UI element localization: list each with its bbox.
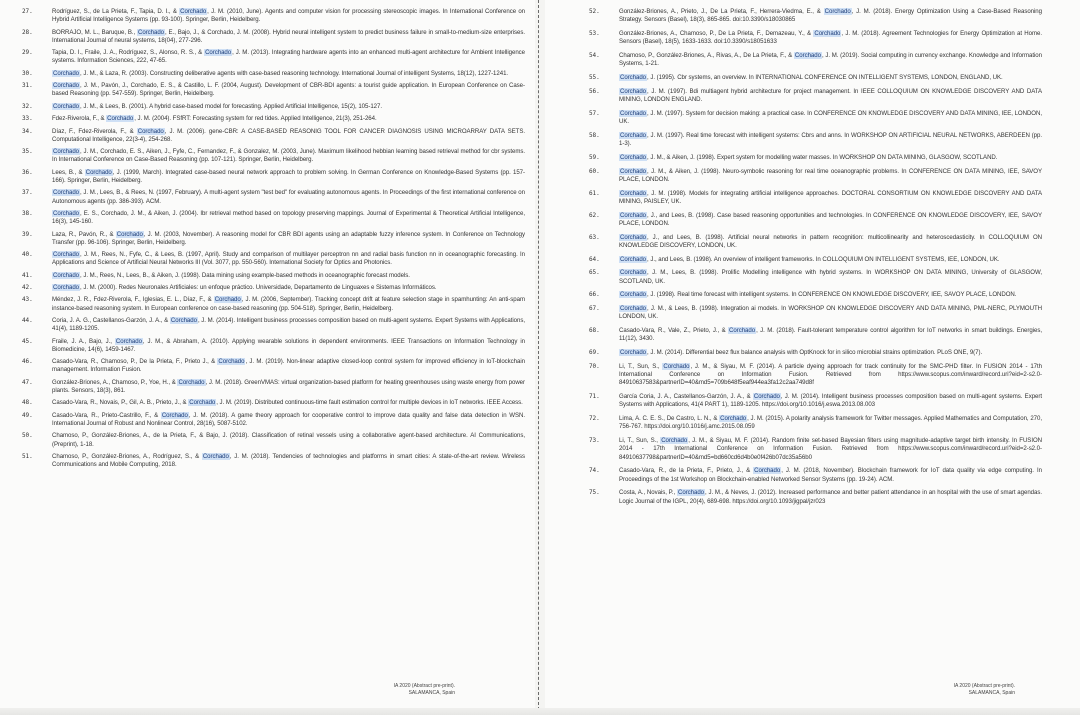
- reference-number: 50.: [22, 432, 33, 440]
- reference-text: [52, 169, 525, 185]
- reference-item: [22, 358, 525, 374]
- highlighted-search-term: Corchado: [620, 131, 647, 139]
- reference-text: [619, 256, 1042, 264]
- reference-item: [22, 70, 525, 78]
- reference-number: 40.: [22, 251, 33, 259]
- page-footer-left: [340, 683, 455, 696]
- reference-number: 69.: [589, 349, 600, 357]
- highlighted-search-term: Corchado: [115, 337, 142, 345]
- reference-item: [22, 148, 525, 164]
- reference-text-rest: , J., and Lees, B. (1998). Case based reasoning opportunities and technologies. In CONFERENCE ON KNOWLEDGE DISCOVERY, IEE, SAVOY PLACE, LONDON.: [619, 211, 1042, 227]
- reference-text-rest: , J. M. (2018). GreenVMAS: virtual organization-based platform for heating greenhouses using waste energy from power plants. Sensors, 18(3), 861.: [52, 378, 525, 395]
- highlighted-search-term: Corchado: [620, 109, 647, 117]
- reference-number: 59.: [589, 153, 600, 161]
- reference-item: [589, 291, 1042, 299]
- reference-text: [619, 349, 1042, 357]
- reference-text-lead: Casado-Vara, R., de la Prieta, F., Prieto, J., &: [619, 467, 754, 475]
- reference-item: [589, 110, 1042, 126]
- highlighted-search-term: Corchado: [137, 127, 164, 135]
- reference-text-rest: , J. M., & Abraham, A. (2010). Applying wearable solutions in dependent environments. IEEE Transactions on Information Technology in Biomedicine, 14(6), 1459-1467.: [52, 337, 525, 353]
- reference-text: [619, 467, 1042, 483]
- highlighted-search-term: Corchado: [116, 230, 143, 238]
- reference-text: [52, 251, 525, 267]
- reference-number: 70.: [589, 362, 600, 370]
- highlighted-search-term: Corchado: [53, 284, 80, 292]
- reference-item: [589, 363, 1042, 388]
- reference-item: [589, 393, 1042, 409]
- reference-number: 28.: [22, 28, 33, 36]
- highlighted-search-term: Corchado: [85, 168, 112, 176]
- reference-text: [52, 358, 525, 374]
- highlighted-search-term: Corchado: [814, 30, 841, 37]
- reference-text-rest: , J. M. (2019). Non-linear adaptive closed-loop control system for improved efficiency in IoT-blockchain management. Information Fusion.: [52, 358, 525, 374]
- page-bottom-edge: [0, 708, 1080, 715]
- reference-text: [52, 70, 525, 78]
- reference-text-lead: González-Briones, A., Prieto, J., De La Prieta, F., Herrera-Viedma, E., &: [619, 8, 824, 15]
- reference-item: [22, 128, 525, 144]
- highlighted-search-term: Corchado: [53, 271, 80, 279]
- reference-text: [619, 88, 1042, 104]
- reference-text-rest: , J. M., & Aiken, J. (1998). Neuro-symbolic reasoning for real time oceanographic problems. In CONFERENCE ON DATA MINING, IEE, SAVOY PLACE, LONDON.: [619, 167, 1042, 183]
- reference-number: 63.: [589, 233, 600, 241]
- reference-text: [52, 432, 525, 448]
- reference-item: [22, 317, 525, 333]
- reference-item: [589, 212, 1042, 228]
- reference-number: 30.: [22, 69, 33, 77]
- highlighted-search-term: Corchado: [620, 349, 647, 357]
- reference-text-rest: , J. M. (2018). Energy Optimization Using a Case-Based Reasoning Strategy. Sensors (Basel), 18(3), 865-865. doi:10.3390/s18030865: [619, 8, 1042, 24]
- highlighted-search-term: Corchado: [620, 153, 647, 161]
- reference-item: [22, 296, 525, 312]
- reference-text-rest: , J. M. (1997). System for decision making: a practical case. In CONFERENCE ON KNOWLEDGE DISCOVERY AND DATA MINING, IEE, LONDON, UK.: [619, 109, 1042, 125]
- reference-number: 67.: [589, 305, 600, 313]
- reference-text-rest: , J. M. (1997). Bdi multiagent hybrid architecture for project management. In IEEE COLLOQUIUM ON KNOWLEDGE DISCOVERY AND DATA MINING, LONDON ENGLAND.: [619, 87, 1042, 103]
- reference-item: [22, 284, 525, 292]
- footer-line-2: SALAMANCA, Spain: [408, 689, 455, 696]
- reference-number: 31.: [22, 82, 33, 90]
- reference-text-lead: Chamoso, P., González-Briones, A., Rodríguez, S., &: [52, 453, 202, 461]
- reference-number: 62.: [589, 211, 600, 219]
- reference-number: 29.: [22, 49, 33, 57]
- reference-text-rest: , J. M., & Siyau, M. F. (2014). A particle dyeing approach for track continuity for the SMC-PHD filter. In FUSION 2014 - 17th International Conference on Information Fusion. Retrieved from https://www.scopus.com/inward/record.uri?eid=2-s2.0-84910637583&partnerID=40&md5=709b648f5eaf944ea3fa12c2aa749d8f: [619, 362, 1042, 387]
- reference-item: [589, 467, 1042, 483]
- reference-text-lead: Casado-Vara, R., Vale, Z., Prieto, J., &: [619, 327, 729, 335]
- highlighted-search-term: Corchado: [620, 255, 647, 263]
- reference-item: [22, 29, 525, 45]
- reference-text-lead: Li, T., Sun, S.,: [619, 437, 661, 445]
- reference-text-lead: Coria, J. A. G., Castellanos-Garzón, J. A., &: [52, 317, 170, 325]
- reference-text-rest: , J. M. (2014). Intelligent business processes composition based on multi-agent systems. Expert Systems with Applications, 41(4 PART 1), 1189-1205. https://doi.org/10.1016/j.eswa.2013.08.003: [619, 393, 1042, 409]
- reference-number: 58.: [589, 131, 600, 139]
- reference-text: [52, 115, 525, 123]
- reference-text-lead: Méndez, J. R., Fdez-Riverola, F., Iglesias, E. L., Díaz, F., &: [52, 296, 214, 304]
- reference-text: [52, 29, 525, 45]
- highlighted-search-term: Corchado: [729, 327, 756, 335]
- highlighted-search-term: Corchado: [754, 467, 781, 475]
- reference-text-lead: García Coria, J. A., Castellanos-Garzón, J. A., &: [619, 393, 753, 401]
- reference-text: [52, 296, 525, 312]
- reference-text: [619, 8, 1042, 24]
- reference-text-rest: , J. M., Rees, N., Lees, B., & Aiken, J. (1998). Data mining using example-based methods in oceanographic forecast models.: [80, 271, 410, 279]
- highlighted-search-term: Corchado: [53, 148, 80, 156]
- reference-item: [589, 234, 1042, 250]
- reference-text: [619, 363, 1042, 388]
- reference-text-rest: , J. M. (2004). FSfRT: Forecasting system for red tides. Applied Intelligence, 21(3), 251-264.: [134, 115, 377, 123]
- reference-text: [619, 437, 1042, 462]
- highlighted-search-term: Corchado: [53, 209, 80, 217]
- reference-text-rest: , J. M. (2018, November). Blockchain framework for IoT data quality via edge computing. In Proceedings of the 1st Workshop on Blockchain-enabled Networked Sensor Systems (pp. 19-24). ACM.: [619, 467, 1042, 483]
- reference-text-lead: González-Briones, A., Chamoso, P., Yoe, H., &: [52, 378, 178, 386]
- reference-item: [589, 327, 1042, 343]
- reference-text-rest: , J. (1995). Cbr systems, an overview. In INTERNATIONAL CONFERENCE ON INTELLIGENT SYSTEMS, LONDON, ENGLAND, UK.: [647, 74, 1003, 81]
- reference-item: [22, 82, 525, 98]
- highlighted-search-term: Corchado: [214, 296, 241, 304]
- reference-item: [22, 169, 525, 185]
- reference-item: [589, 305, 1042, 321]
- reference-item: [22, 251, 525, 267]
- reference-item: [22, 115, 525, 123]
- reference-number: 51.: [22, 453, 33, 461]
- reference-item: [589, 52, 1042, 68]
- reference-text-lead: Laza, R., Pavón, R., &: [52, 230, 116, 238]
- reference-list-left: [22, 8, 525, 469]
- reference-number: 44.: [22, 317, 33, 325]
- reference-number: 36.: [22, 168, 33, 176]
- highlighted-search-term: Corchado: [178, 378, 205, 386]
- reference-text-rest: , J. M., Lees, B. (1998). Prolific Modelling intelligence with hybrid systems. In WORKSHOP ON DATA MINING, University of GLASGOW, SCOTLAND, UK.: [619, 269, 1042, 285]
- reference-text-lead: Díaz, F., Fdez-Riverola, F., &: [52, 127, 137, 135]
- reference-text: [619, 234, 1042, 250]
- reference-text-lead: Fdez-Riverola, F., &: [52, 115, 107, 123]
- reference-text-lead: Casado-Vara, R., Novais, P., Gil, A. B., Prieto, J., &: [52, 399, 189, 407]
- reference-number: 42.: [22, 284, 33, 292]
- highlighted-search-term: Corchado: [720, 415, 747, 423]
- reference-item: [589, 154, 1042, 162]
- reference-number: 49.: [22, 411, 33, 419]
- reference-item: [22, 49, 525, 65]
- reference-item: [22, 231, 525, 247]
- reference-item: [22, 189, 525, 205]
- reference-text-lead: Chamoso, P., González-Briones, A., de la Prieta, F., & Bajo, J. (2018). Classification of retinal vessels using a collaborative agent-based architecture. AI Communications, (Preprint), 1-18.: [52, 432, 525, 448]
- reference-text: [52, 8, 525, 24]
- page-footer-right: [900, 683, 1015, 696]
- reference-number: 38.: [22, 209, 33, 217]
- reference-item: [589, 30, 1042, 46]
- reference-number: 60.: [589, 167, 600, 175]
- reference-number: 57.: [589, 109, 600, 117]
- reference-item: [22, 453, 525, 469]
- reference-text-lead: BORRAJO, M. L., Baruque, B.,: [52, 28, 137, 36]
- reference-text-lead: González-Briones, A., Chamoso, P., De La Prieta, F., Demazeau, Y., &: [619, 30, 814, 37]
- reference-text: [619, 327, 1042, 343]
- reference-text: [52, 317, 525, 333]
- reference-number: 68.: [589, 327, 600, 335]
- reference-text: [619, 74, 1042, 82]
- reference-text-rest: , J. M. (2018). A game theory approach for cooperative control to improve data quality and false data detection in WSN. International Journal of Robust and Nonlinear Control, 28(16), 5087-5102.: [52, 411, 525, 428]
- reference-text-rest: , J. M. (2018). Agreement Technologies for Energy Optimization at Home. Sensors (Basel), 18(5), 1633-1633. doi:10.3390/s18051633: [619, 30, 1042, 46]
- highlighted-search-term: Corchado: [170, 317, 197, 325]
- right-page: [545, 0, 1080, 715]
- reference-text: [619, 132, 1042, 148]
- reference-text-rest: , J. M. (2015). A polarity analysis framework for Twitter messages. Applied Mathematics and Computation, 270, 756-767. https://doi.org/10.1016/j.amc.2015.08.059: [619, 415, 1042, 431]
- reference-text-rest: , J. M., & Neves, J. (2012). Increased performance and better patient attendance in an hospital with the use of smart agendas. Logic Journal of the IGPL, 20(4), 689-698. https://doi.org/10.1093/jigpal/jzr023: [619, 489, 1042, 505]
- reference-item: [22, 8, 525, 24]
- highlighted-search-term: Corchado: [663, 362, 690, 370]
- highlighted-search-term: Corchado: [202, 453, 229, 461]
- reference-text: [52, 210, 525, 226]
- reference-number: 72.: [589, 415, 600, 423]
- reference-text: [619, 291, 1042, 299]
- reference-item: [589, 74, 1042, 82]
- footer-line-1: IA 2020 (Abstract pre-print).: [393, 683, 455, 689]
- reference-number: 35.: [22, 148, 33, 156]
- reference-text: [52, 82, 525, 98]
- reference-text-rest: , J. M., & Lees, B. (2001). A hybrid case-based model for forecasting. Applied Artificial Intelligence, 15(2), 105-127.: [80, 102, 382, 110]
- highlighted-search-term: Corchado: [218, 358, 245, 366]
- reference-list-right: [589, 8, 1042, 506]
- reference-text: [52, 412, 525, 428]
- reference-number: 47.: [22, 378, 33, 386]
- reference-item: [22, 432, 525, 448]
- highlighted-search-term: Corchado: [189, 399, 216, 407]
- reference-item: [589, 190, 1042, 206]
- reference-text-rest: , J. M. (1998). Models for integrating artificial intelligence approaches. DOCTORAL CONSORTIUM ON KNOWLEDGE DISCOVERY AND DATA MINING, PAISLEY, UK.: [619, 189, 1042, 205]
- reference-text: [619, 52, 1042, 68]
- highlighted-search-term: Corchado: [620, 87, 647, 95]
- reference-text: [52, 189, 525, 205]
- reference-text-rest: , J., and Lees, B. (1998). An overview of intelligent frameworks. In COLLOQUIUM ON INTELLIGENT SYSTEMS, IEE, LONDON, UK.: [647, 255, 1000, 263]
- reference-text-lead: Rodríguez, S., de La Prieta, F., Tapia, D. I., &: [52, 8, 180, 15]
- reference-item: [589, 269, 1042, 285]
- reference-item: [22, 338, 525, 354]
- reference-text-lead: Fraile, J. A., Bajo, J.,: [52, 337, 115, 345]
- reference-text-rest: , J., and Lees, B. (1998). Artificial neural networks in pattern recognition: multicollinearity and heteroscedasticity. In COLLOQUIUM ON KNOWLEDGE DISCOVERY, LONDON, UK.: [619, 233, 1042, 249]
- left-page: [0, 0, 535, 715]
- reference-text-lead: Li, T., Sun, S.,: [619, 362, 663, 370]
- highlighted-search-term: Corchado: [205, 49, 232, 57]
- footer-line-2: SALAMANCA, Spain: [968, 689, 1015, 696]
- reference-text-rest: , J. M., Rees, N., Fyfe, C., & Lees, B. (1997, April). Study and comparison of multilayer perceptron nn and radial basis function nn in oceanographic forecasting. In Applications and Science of Artificial Neural Networks III (Vol. 3077, pp. 550-560). International Society for Optics and Photonics.: [52, 251, 525, 267]
- highlighted-search-term: Corchado: [161, 411, 188, 419]
- reference-text: [52, 148, 525, 164]
- reference-text-rest: , J. (1998). Real time forecast with intelligent systems. In CONFERENCE ON KNOWLEDGE DISCOVERY, IEE, SAVOY PLACE, LONDON.: [647, 291, 1017, 299]
- reference-item: [589, 437, 1042, 462]
- reference-text-rest: , J. M., & Siyau, M. F. (2014). Random finite set-based Bayesian filters using magnitude-adaptive target birth intensity. In FUSION 2014 - 17th International Conference on Information Fusion. Retrieved from https://www.scopus.com/inward/record.uri?eid=2-s2.0-84910637798&partnerID=40&md5=bd660cd6d4b0e0f426b07dc35a56b0: [619, 437, 1042, 461]
- highlighted-search-term: Corchado: [180, 8, 207, 15]
- reference-number: 39.: [22, 230, 33, 238]
- reference-text: [52, 453, 525, 469]
- reference-item: [22, 272, 525, 280]
- highlighted-search-term: Corchado: [753, 393, 780, 401]
- reference-number: 61.: [589, 189, 600, 197]
- reference-number: 53.: [589, 30, 600, 37]
- highlighted-search-term: Corchado: [661, 437, 688, 445]
- highlighted-search-term: Corchado: [53, 189, 80, 197]
- reference-item: [589, 88, 1042, 104]
- reference-text: [619, 154, 1042, 162]
- reference-number: 27.: [22, 8, 33, 15]
- reference-item: [22, 412, 525, 428]
- reference-number: 56.: [589, 87, 600, 95]
- reference-item: [589, 489, 1042, 505]
- reference-text-rest: , J. M. (2019). Social computing in currency exchange. Knowledge and Information Systems, 1-21.: [619, 52, 1042, 68]
- reference-number: 45.: [22, 337, 33, 345]
- reference-text: [619, 110, 1042, 126]
- reference-text: [619, 393, 1042, 409]
- highlighted-search-term: Corchado: [53, 102, 80, 110]
- reference-text: [619, 168, 1042, 184]
- highlighted-search-term: Corchado: [794, 52, 821, 59]
- highlighted-search-term: Corchado: [138, 28, 165, 36]
- reference-text-rest: , J. M. (2003, November). A reasoning model for CBR BDI agents using an adaptable fuzzy inference system. In Conference on Technology Transfer (pp. 96-106). Springer, Berlin, Heidelberg.: [52, 230, 525, 246]
- reference-text: [619, 190, 1042, 206]
- highlighted-search-term: Corchado: [620, 167, 647, 175]
- reference-text: [619, 415, 1042, 431]
- highlighted-search-term: Corchado: [620, 305, 647, 313]
- reference-text: [619, 269, 1042, 285]
- reference-text: [619, 30, 1042, 46]
- reference-number: 64.: [589, 255, 600, 263]
- reference-number: 65.: [589, 269, 600, 277]
- reference-text: [52, 379, 525, 395]
- reference-item: [589, 132, 1042, 148]
- reference-text-rest: , E., Bajo, J., & Corchado, J. M. (2008). Hybrid neural intelligent system to predict business failure in small-to-medium-size enterprises. International Journal of neural systems, 18(04), 277-296.: [52, 28, 525, 44]
- reference-text-rest: , J. (1999, March). Integrated case-based neural network approach to problem solving. In German Conference on Knowledge-Based Systems (pp. 157-166). Springer, Berlin, Heidelberg.: [52, 168, 525, 184]
- highlighted-search-term: Corchado: [620, 211, 647, 219]
- reference-text-rest: , J. M. (2006, September). Tracking concept drift at feature selection stage in spamhunting: An anti-spam instance-based reasoning system. In European conference on case-based reasoning (pp. 504-518). Springer, Berlin, Heidelberg.: [52, 296, 525, 312]
- reference-text-rest: , J. M. (2010, June). Agents and computer vision for processing stereoscopic images. In International Conference on Hybrid Artificial Intelligence Systems (pp. 93-100). Springer, Berlin, Heidelberg.: [52, 8, 525, 24]
- highlighted-search-term: Corchado: [53, 251, 80, 259]
- reference-number: 54.: [589, 52, 600, 59]
- reference-text: [52, 284, 525, 292]
- reference-text-rest: , J. M. (2014). Intelligent business processes composition based on multi-agent systems. Expert Systems with Applications, 41(4), 1189-1205.: [52, 317, 525, 333]
- reference-text: [619, 305, 1042, 321]
- reference-text-rest: , E. S., Corchado, J. M., & Aiken, J. (2004). Ibr retrieval method based on topology preserving mappings. Journal of Experimental & Theoretical Artificial Intelligence, 16(3), 145-160.: [52, 209, 525, 226]
- reference-text-rest: , J. M., Corchado, E. S., Aiken, J., Fyfe, C., Fernandez, F., & Gonzalez, M. (2003, June). Maximum likelihood hebbian learning based retrieval method for cbr systems. In International Conference on Case-Based Reasoning (pp. 107-121). Springer, Berlin, Heidelberg.: [52, 148, 525, 164]
- reference-text-rest: , J. M. (2018). Fault-tolerant temperature control algorithm for IoT networks in smart buildings. Energies, 11(12), 3430.: [619, 327, 1043, 343]
- reference-number: 43.: [22, 296, 33, 304]
- reference-text: [52, 399, 525, 407]
- reference-text-lead: Casado-Vara, R., Prieto-Castrillo, F., &: [52, 411, 161, 419]
- reference-text: [52, 49, 525, 65]
- footer-line-1: IA 2020 (Abstract pre-print).: [953, 683, 1015, 689]
- reference-text-rest: , J. M. (2019). Distributed continuous-time fault estimation control for multiple devices in IoT networks. IEEE Access.: [216, 399, 523, 407]
- highlighted-search-term: Corchado: [824, 8, 851, 15]
- highlighted-search-term: Corchado: [107, 115, 134, 123]
- reference-number: 55.: [589, 74, 600, 81]
- reference-text: [52, 128, 525, 144]
- highlighted-search-term: Corchado: [620, 233, 647, 241]
- reference-number: 71.: [589, 393, 600, 401]
- reference-text-lead: Costa, A., Novais, P.,: [619, 489, 677, 497]
- reference-number: 75.: [589, 489, 600, 497]
- highlighted-search-term: Corchado: [620, 269, 647, 277]
- reference-text-lead: Chamoso, P., González-Briones, A., Rivas, A., De La Prieta, F., &: [619, 52, 794, 59]
- highlighted-search-term: Corchado: [53, 82, 80, 90]
- reference-text-rest: , J. M. (1997). Real time forecast with intelligent systems: Cbrs and anns. In WORKSHOP ON ARTIFICIAL NEURAL NETWORKS, ABERDEEN (pp. 1-3).: [619, 131, 1042, 147]
- reference-text-rest: , J. M. (2014). Differential beez flux balance analysis with OptKnock for in silico microbial strains optimization. PLoS ONE, 9(7).: [647, 349, 983, 357]
- reference-text: [52, 272, 525, 280]
- reference-number: 52.: [589, 8, 600, 15]
- reference-number: 66.: [589, 291, 600, 299]
- reference-item: [22, 103, 525, 111]
- reference-item: [22, 399, 525, 407]
- highlighted-search-term: Corchado: [620, 189, 647, 197]
- reference-text-rest: , J. M., & Laza, R. (2003). Constructing deliberative agents with case-based reasoning technology. International Journal of intelligent Systems, 18(12), 1227-1241.: [80, 69, 509, 77]
- reference-text-lead: Casado-Vara, R., Chamoso, P., De la Prieta, F., Prieto J., &: [52, 358, 218, 366]
- reference-number: 32.: [22, 102, 33, 110]
- reference-number: 46.: [22, 358, 33, 366]
- reference-text-rest: , J. M. (2013). Integrating hardware agents into an enhanced multi-agent architecture for Ambient Intelligence systems. Information Sciences, 222, 47-65.: [52, 49, 525, 65]
- reference-number: 33.: [22, 115, 33, 123]
- reference-text: [619, 489, 1042, 505]
- reference-text-lead: Lees, B., &: [52, 168, 85, 176]
- highlighted-search-term: Corchado: [678, 489, 705, 497]
- reference-text-rest: , J. M. (2000). Redes Neuronales Artificiales: un enfoque práctico. Universidade, Departamento de Linguaxes e Sistemas Informáticos.: [80, 284, 437, 292]
- reference-text-rest: , J. M., Lees, B., & Rees, N. (1997, February). A multi-agent system "test bed" for evaluating autonomous agents. In Proceedings of the first international conference on Autonomous agents (pp. 386-393). ACM.: [52, 189, 525, 205]
- reference-text: [52, 231, 525, 247]
- reference-text-rest: , J. M. (2006). gene-CBR: A CASE-BASED REASONIG TOOL FOR CANCER DIAGNOSIS USING MICROARRAY DATA SETS. Computational Intelligence, 22(3-4), 254-268.: [52, 127, 525, 143]
- highlighted-search-term: Corchado: [620, 74, 647, 81]
- reference-item: [589, 256, 1042, 264]
- reference-item: [589, 8, 1042, 24]
- reference-text-rest: , J. M., & Lees, B. (1998). Integration ai models. In WORKSHOP ON KNOWLEDGE DISCOVERY AND DATA MINING, PML-NERC, PLYMOUTH LONDON, UK.: [619, 305, 1042, 321]
- reference-item: [589, 415, 1042, 431]
- reference-item: [589, 349, 1042, 357]
- reference-text-lead: Tapia, D. I., Fraile, J. A., Rodríguez, S., Alonso, R. S., &: [52, 49, 205, 57]
- reference-number: 73.: [589, 437, 600, 445]
- reference-text: [52, 338, 525, 354]
- highlighted-search-term: Corchado: [620, 291, 647, 299]
- reference-number: 37.: [22, 189, 33, 197]
- reference-item: [22, 210, 525, 226]
- reference-item: [589, 168, 1042, 184]
- reference-number: 41.: [22, 271, 33, 279]
- page-divider: [538, 0, 539, 715]
- reference-text-rest: , J. M., Pavón, J., Corchado, E. S., & Castillo, L. F. (2004, August). Development of CBR-BDI agents: a tourist guide application. In European Conference on Case-based Reasoning (pp. 547-559). Springer, Berlin, Heidelberg.: [52, 82, 525, 98]
- reference-text-rest: , J. M., & Aiken, J. (1998). Expert system for modelling water masses. In WORKSHOP ON DATA MINING, GLASGOW, SCOTLAND.: [647, 153, 998, 161]
- reference-number: 34.: [22, 127, 33, 135]
- reference-text: [52, 103, 525, 111]
- highlighted-search-term: Corchado: [53, 69, 80, 77]
- reference-text: [619, 212, 1042, 228]
- reference-text-lead: Lima, A. C. E. S., De Castro, L. N., &: [619, 415, 720, 423]
- reference-text-rest: , J. M. (2018). Tendencies of technologies and platforms in smart cities: A state-of-the-art review. Wireless Communications and Mobile Computing, 2018.: [52, 453, 525, 469]
- reference-number: 74.: [589, 467, 600, 475]
- reference-number: 48.: [22, 399, 33, 407]
- reference-item: [22, 379, 525, 395]
